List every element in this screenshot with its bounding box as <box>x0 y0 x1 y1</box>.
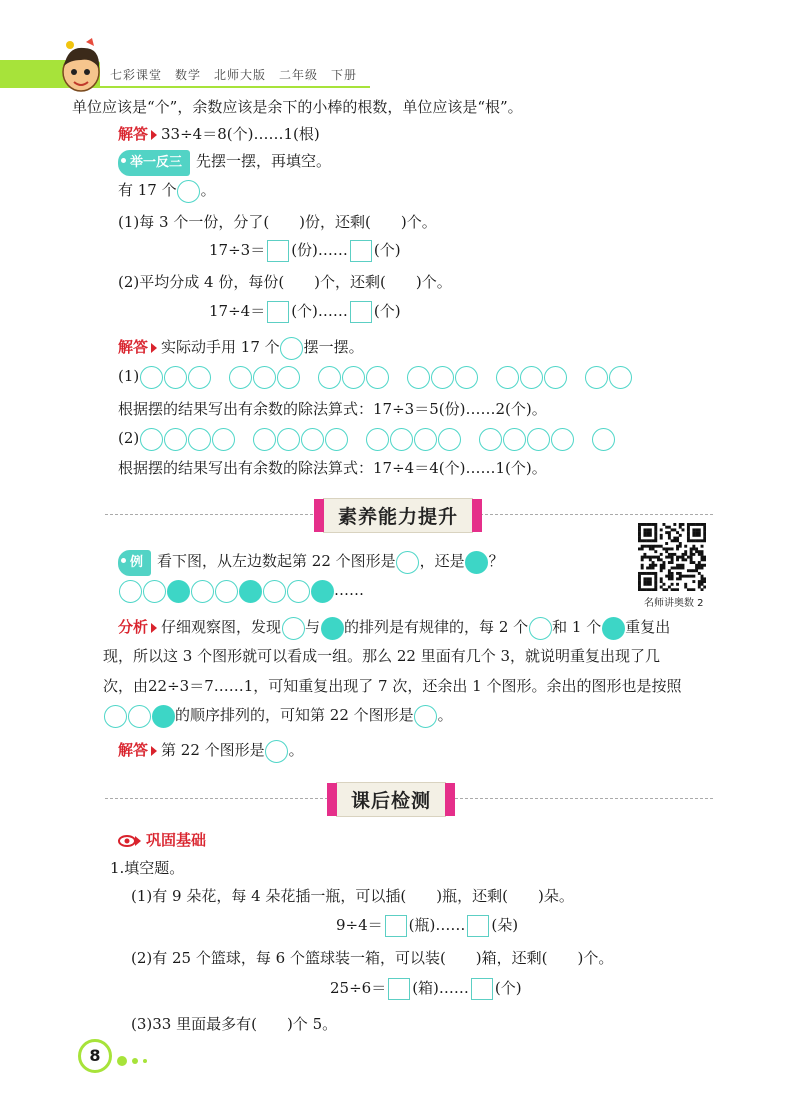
circle-group <box>591 426 615 451</box>
triangle-icon <box>151 623 157 633</box>
circle-group <box>495 364 567 389</box>
result-1: 根据摆的结果写出有余数的除法算式：17÷3＝5(份)……2(个)。 <box>118 400 547 418</box>
circle-icon <box>325 428 348 451</box>
a-text: 的顺序排列的，可知第 22 个图形是 <box>175 706 414 724</box>
eq-part: (个) <box>494 979 522 997</box>
circle-icon <box>390 428 413 451</box>
example-question <box>118 549 504 576</box>
circle-groups <box>139 429 632 447</box>
header-title: 七彩课堂 数学 北师大版 二年级 下册 <box>110 68 358 82</box>
practice-have-text: 有 17 个 <box>118 181 177 199</box>
answer-text: 实际动手用 17 个 <box>161 338 280 356</box>
filled-circle-icon <box>311 580 334 603</box>
circle-icon <box>592 428 615 451</box>
circle-group <box>317 364 389 389</box>
circle-icon <box>119 580 142 603</box>
circle-icon <box>438 428 461 451</box>
circle-icon <box>140 366 163 389</box>
eq-part: (箱)…… <box>412 979 469 997</box>
circle-icon <box>496 366 519 389</box>
circle-group <box>406 364 478 389</box>
section-title-2: 课后检测 <box>336 782 446 817</box>
q-text: ？ <box>488 552 504 570</box>
triangle-icon <box>151 746 157 756</box>
circle-group <box>584 364 632 389</box>
eq-part: (份)…… <box>291 241 348 259</box>
question-2-equation <box>330 976 522 1000</box>
practice-q1: (1)每 3 个一份，分了( )份，还剩( )个。 <box>118 213 437 231</box>
circle-icon <box>277 366 300 389</box>
circle-icon <box>280 337 303 360</box>
circle-icon <box>527 428 550 451</box>
section-title-1: 素养能力提升 <box>323 498 473 533</box>
filled-circle-icon <box>602 617 625 640</box>
circle-icon <box>253 428 276 451</box>
a-text: 重复出 <box>625 618 671 636</box>
circle-icon <box>414 428 437 451</box>
question-3: (3)33 里面最多有( )个 5。 <box>131 1015 338 1033</box>
practice-instruction: 先摆一摆，再填空。 <box>196 152 332 170</box>
circle-icon <box>104 705 127 728</box>
analysis-label: 分析 <box>118 618 149 636</box>
answer-box[interactable] <box>388 978 410 1000</box>
dot-icon <box>143 1059 147 1063</box>
circle-icon <box>177 180 200 203</box>
eq-part: 17÷3＝ <box>209 241 266 259</box>
page-dots <box>117 1052 147 1070</box>
practice-header <box>118 149 331 176</box>
circle-icon <box>212 428 235 451</box>
question-1-equation <box>336 913 518 937</box>
qr-caption: 名师讲奥数 2 <box>644 598 704 609</box>
intro-line: 单位应该是“个”，余数应该是余下的小棒的根数，单位应该是“根”。 <box>72 98 523 116</box>
a-text: 和 1 个 <box>552 618 602 636</box>
eq-part: (朵) <box>491 916 519 934</box>
q-text: 看下图，从左边数起第 22 个图形是 <box>157 552 396 570</box>
answer-text: 。 <box>288 741 304 759</box>
answer-box[interactable] <box>350 240 372 262</box>
row-label: (1) <box>118 367 140 385</box>
analysis-line-4 <box>103 703 453 728</box>
circle-icon <box>551 428 574 451</box>
circle-icon <box>301 428 324 451</box>
analysis-line-3: 次，由22÷3＝7……1，可知重复出现了 7 次，还余出 1 个图形。余出的图形也是按照 <box>103 677 682 695</box>
circle-icon <box>366 428 389 451</box>
filled-circle-icon <box>239 580 262 603</box>
circle-icon <box>544 366 567 389</box>
question-1: (1)有 9 朵花，每 4 朵花插一瓶，可以插( )瓶，还剩( )朵。 <box>131 887 574 905</box>
circle-group <box>252 426 348 451</box>
eq-part: 9÷4＝ <box>336 916 383 934</box>
practice-q2-equation <box>209 299 401 323</box>
circle-icon <box>191 580 214 603</box>
practice-q1-equation <box>209 238 401 262</box>
circle-icon <box>263 580 286 603</box>
eq-part: 25÷6＝ <box>330 979 387 997</box>
circle-icon <box>128 705 151 728</box>
filled-circle-icon <box>465 551 488 574</box>
mascot-icon <box>56 38 106 94</box>
circle-icon <box>253 366 276 389</box>
circle-group <box>478 426 574 451</box>
filled-circle-icon <box>167 580 190 603</box>
circle-icon <box>585 366 608 389</box>
eq-part: (个) <box>373 241 401 259</box>
circle-group <box>139 426 235 451</box>
circle-icon <box>188 428 211 451</box>
answer-text: 第 22 个图形是 <box>161 741 265 759</box>
page-number-badge <box>78 1039 112 1073</box>
practice-have <box>118 178 216 203</box>
circle-icon <box>143 580 166 603</box>
circle-icon <box>479 428 502 451</box>
dot-icon <box>132 1058 138 1064</box>
practice-q2: (2)平均分成 4 份，每份( )个，还剩( )个。 <box>118 273 452 291</box>
circle-row-1 <box>118 364 649 389</box>
example-sequence <box>118 578 364 603</box>
example-tag: 例 <box>118 550 151 576</box>
answer-box[interactable] <box>467 915 489 937</box>
circle-icon <box>318 366 341 389</box>
eye-arrow-icon <box>118 834 142 848</box>
result-2: 根据摆的结果写出有余数的除法算式：17÷4＝4(个)……1(个)。 <box>118 459 547 477</box>
circle-icon <box>188 366 211 389</box>
eq-part: (个) <box>373 302 401 320</box>
circle-groups <box>139 367 649 385</box>
circle-icon <box>396 551 419 574</box>
circle-icon <box>164 428 187 451</box>
circle-icon <box>503 428 526 451</box>
practice-tag: 举一反三 <box>118 150 190 176</box>
eq-part: 17÷4＝ <box>209 302 266 320</box>
circle-icon <box>287 580 310 603</box>
analysis-line-2: 现，所以这 3 个图形就可以看成一组。那么 22 里面有几个 3，就说明重复出现了几 <box>103 647 661 665</box>
circle-group <box>365 426 461 451</box>
circle-icon <box>407 366 430 389</box>
circle-icon <box>455 366 478 389</box>
answer-box[interactable] <box>385 915 407 937</box>
answer-label: 解答 <box>118 741 149 759</box>
a-text: 的排列是有规律的，每 2 个 <box>344 618 529 636</box>
question-2: (2)有 25 个篮球，每 6 个篮球装一箱，可以装( )箱，还剩( )个。 <box>131 949 614 967</box>
circle-icon <box>140 428 163 451</box>
circle-icon <box>215 580 238 603</box>
analysis-line-1 <box>118 615 670 640</box>
question-title: 1.填空题。 <box>110 859 185 877</box>
example-answer <box>118 738 304 763</box>
answer-box[interactable] <box>267 301 289 323</box>
circle-icon <box>431 366 454 389</box>
circle-icon <box>229 366 252 389</box>
circle-icon <box>164 366 187 389</box>
eq-part: (瓶)…… <box>408 916 466 934</box>
circle-group <box>228 364 300 389</box>
intro-answer <box>118 122 320 146</box>
circle-icon <box>366 366 389 389</box>
circle-icon <box>282 617 305 640</box>
circle-icon <box>520 366 543 389</box>
answer-label: 解答 <box>118 125 149 143</box>
a-text: 仔细观察图，发现 <box>161 618 282 636</box>
circle-icon <box>342 366 365 389</box>
circle-row-2 <box>118 426 632 451</box>
basics-label: 巩固基础 <box>146 831 207 849</box>
answer-text: 33÷4＝8(个)……1(根) <box>161 125 320 143</box>
practice-answer <box>118 335 364 360</box>
triangle-icon <box>151 130 157 140</box>
q-text: ，还是 <box>419 552 465 570</box>
dot-icon <box>117 1056 127 1066</box>
circle-icon <box>414 705 437 728</box>
a-text: 。 <box>437 706 453 724</box>
circle-icon <box>529 617 552 640</box>
a-text: 与 <box>305 618 321 636</box>
basics-header <box>118 828 206 852</box>
eq-part: (个)…… <box>291 302 348 320</box>
row-label: (2) <box>118 429 140 447</box>
circle-group <box>139 364 211 389</box>
filled-circle-icon <box>321 617 344 640</box>
answer-box[interactable] <box>350 301 372 323</box>
circle-icon <box>265 740 288 763</box>
page-number: 8 <box>89 1046 101 1065</box>
circle-icon <box>277 428 300 451</box>
circle-icon <box>609 366 632 389</box>
qr-code[interactable] <box>638 523 706 591</box>
circle-sequence <box>118 581 334 599</box>
practice-have-end: 。 <box>200 181 216 199</box>
answer-box[interactable] <box>471 978 493 1000</box>
answer-label: 解答 <box>118 338 149 356</box>
triangle-icon <box>151 343 157 353</box>
answer-box[interactable] <box>267 240 289 262</box>
filled-circle-icon <box>152 705 175 728</box>
ellipsis: …… <box>334 581 364 599</box>
answer-text: 摆一摆。 <box>303 338 364 356</box>
